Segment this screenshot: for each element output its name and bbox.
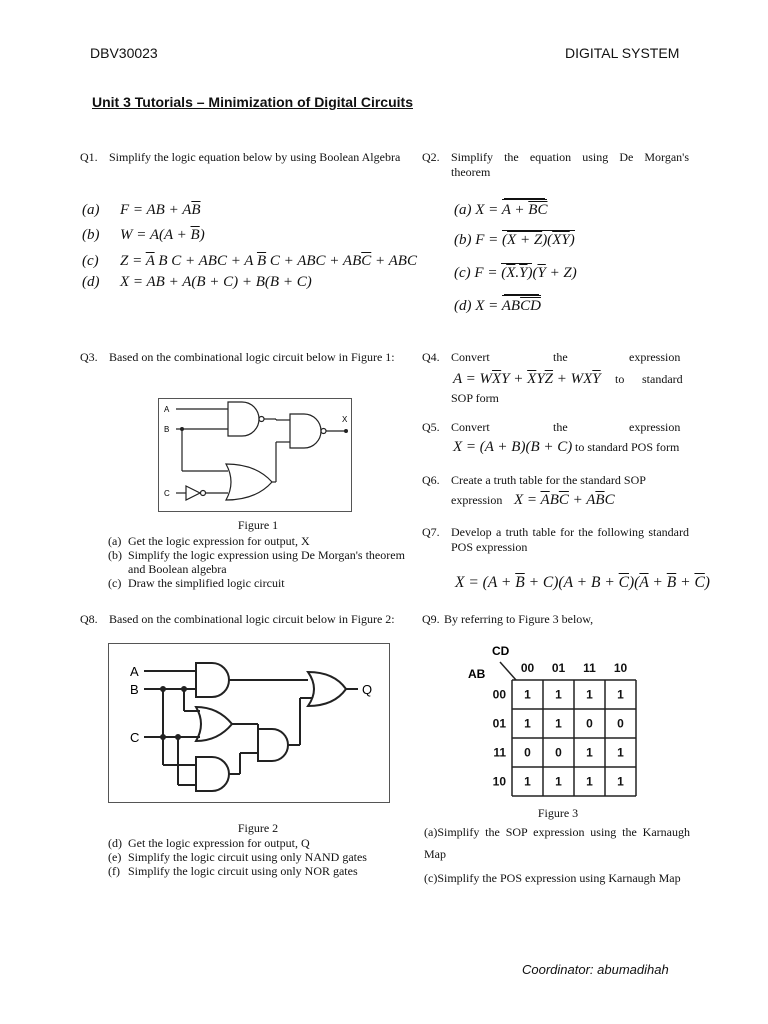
- kmap-cell: 1: [555, 687, 562, 702]
- kmap-row-header: 01: [492, 716, 506, 731]
- figure-2-circuit: [108, 643, 390, 803]
- input-label-a: A: [164, 405, 170, 414]
- question-number: Q3.: [80, 350, 98, 364]
- kmap-cell: 0: [617, 716, 624, 731]
- question-number: Q6.: [422, 473, 440, 487]
- kmap-cell: 1: [617, 774, 624, 789]
- q3-subquestions: [108, 534, 412, 590]
- list-item: (b) Simplify the logic expression using De Morgan's theorem and Boolean algebra: [108, 548, 405, 576]
- kmap-col-header: 00: [520, 661, 535, 675]
- kmap-cell: 1: [586, 687, 593, 702]
- q2-equation-d: (d) $X = AB\overline{CD}$: [454, 297, 541, 315]
- q1-equation-a: (a) F = AB + $A\overline{B}$: [82, 202, 201, 218]
- figure-1-circuit: [158, 398, 352, 512]
- kmap-cell: 0: [524, 745, 531, 760]
- question-number: Q5.: [422, 420, 440, 434]
- question-number: Q9.: [422, 612, 440, 626]
- question-4: Q4. Convert the expression $A = W\overline{X}Y + \overline{X}Y\overline{Z} + WX\overline{Y}$ to standard SOP form: [422, 350, 683, 405]
- kmap-cell: 1: [555, 774, 562, 789]
- figure-3-karnaugh-map: [462, 640, 646, 802]
- question-7: Q7. Develop a truth table for the following standard POS expression: [422, 525, 689, 554]
- kmap-col-header: 11: [583, 661, 596, 675]
- question-1: [80, 150, 410, 190]
- input-label-b: B: [164, 425, 170, 434]
- q1-equation-c: (c) $Z = \overline{A}$ B C + ABC + A $\overline{B}$ C + ABC + $AB\overline{C}$ + ABC: [82, 253, 417, 269]
- list-item: (d) Get the logic expression for output, Q: [108, 836, 310, 850]
- figure-2-caption: Figure 2: [237, 821, 279, 835]
- input-label-c: C: [130, 730, 140, 745]
- kmap-cell: 1: [617, 745, 624, 760]
- q2-equation-a: (a) $X = A + \overline{BC}$: [454, 201, 547, 219]
- question-8: [80, 612, 410, 644]
- question-text: Simplify the logic equation below by using Boolean Algebra: [109, 150, 401, 164]
- q2-equation-c: (c) $F = (\overline{X}.\overline{Y})(\overline{Y} + Z)$: [454, 265, 577, 281]
- list-item: (a) Get the logic expression for output, X: [108, 534, 310, 548]
- q8-subquestions: [108, 836, 412, 878]
- question-6: Q6. Create a truth table for the standard SOP expression $X = \overline{A}B\overline{C} + A\overline{B}C$: [422, 473, 646, 508]
- q1-equation-b: (b) $W = A(A + \overline{B})$: [82, 227, 205, 243]
- list-item: (f) Simplify the logic circuit using only NOR gates: [108, 864, 358, 878]
- question-number: Q8.: [80, 612, 98, 626]
- output-label-x: X: [342, 415, 348, 424]
- figure-3-caption: Figure 3: [537, 806, 579, 820]
- list-item: (e) Simplify the logic circuit using only NAND gates: [108, 850, 367, 864]
- list-item: (c) Draw the simplified logic circuit: [108, 576, 285, 590]
- kmap-cell: 1: [586, 745, 593, 760]
- question-2: [422, 150, 692, 190]
- q9-subquestion-a: (a)Simplify the SOP expression using the Karnaugh Map: [424, 825, 690, 861]
- kmap-cell: 1: [524, 716, 531, 731]
- course-code: DBV30023: [90, 45, 158, 61]
- question-text: Simplify the equation using De Morgan's theorem: [451, 150, 689, 179]
- kmap-cell: 0: [586, 716, 593, 731]
- question-text: Based on the combinational logic circuit below in Figure 2:: [109, 612, 395, 626]
- question-number: Q1.: [80, 150, 98, 164]
- kmap-row-header: 00: [492, 687, 506, 702]
- output-label-q: Q: [362, 682, 373, 697]
- q2-equation-b: (b) $F = (X + Z)(\overline{XY})$: [454, 232, 575, 248]
- question-9: Q9. By referring to Figure 3 below,: [422, 612, 594, 626]
- question-3: [80, 350, 410, 384]
- kmap-cell: 1: [617, 687, 624, 702]
- kmap-col-header: 01: [551, 661, 566, 675]
- kmap-cd-label: CD: [492, 644, 510, 658]
- kmap-ab-label: AB: [468, 667, 486, 681]
- kmap-cell: 1: [586, 774, 593, 789]
- kmap-cell: 1: [524, 774, 531, 789]
- kmap-cell: 1: [555, 716, 562, 731]
- input-label-b: B: [130, 682, 139, 697]
- kmap-cell: 1: [524, 687, 531, 702]
- kmap-cell: 0: [555, 745, 562, 760]
- input-label-c: C: [164, 489, 170, 498]
- input-label-a: A: [130, 664, 139, 679]
- footer-coordinator: Coordinator: abumadihah: [522, 962, 669, 977]
- course-subject: DIGITAL SYSTEM: [565, 45, 680, 61]
- kmap-col-header: 10: [613, 661, 628, 675]
- q1-equation-d: (d) X = AB + A(B + C) + B(B + C): [82, 274, 312, 290]
- kmap-row-header: 10: [492, 774, 506, 789]
- kmap-row-header: 11: [493, 745, 506, 760]
- q9-subquestion-c: (c)Simplify the POS expression using Karnaugh Map: [424, 871, 681, 885]
- question-number: Q4.: [422, 350, 440, 364]
- question-5: Q5. Convert the expression X = (A + B)(B + C) to standard POS form: [422, 420, 681, 455]
- question-number: Q2.: [422, 150, 440, 164]
- question-text: Based on the combinational logic circuit below in Figure 1:: [109, 350, 395, 364]
- q7-equation: $X = (A + \overline{B} + C)(A + B + \overline{C})(\overline{A} + \overline{B} + \overline{C})$: [455, 574, 710, 591]
- figure-1-caption: Figure 1: [237, 518, 279, 532]
- question-number: Q7.: [422, 525, 440, 539]
- page-title: Unit 3 Tutorials – Minimization of Digital Circuits: [92, 94, 413, 110]
